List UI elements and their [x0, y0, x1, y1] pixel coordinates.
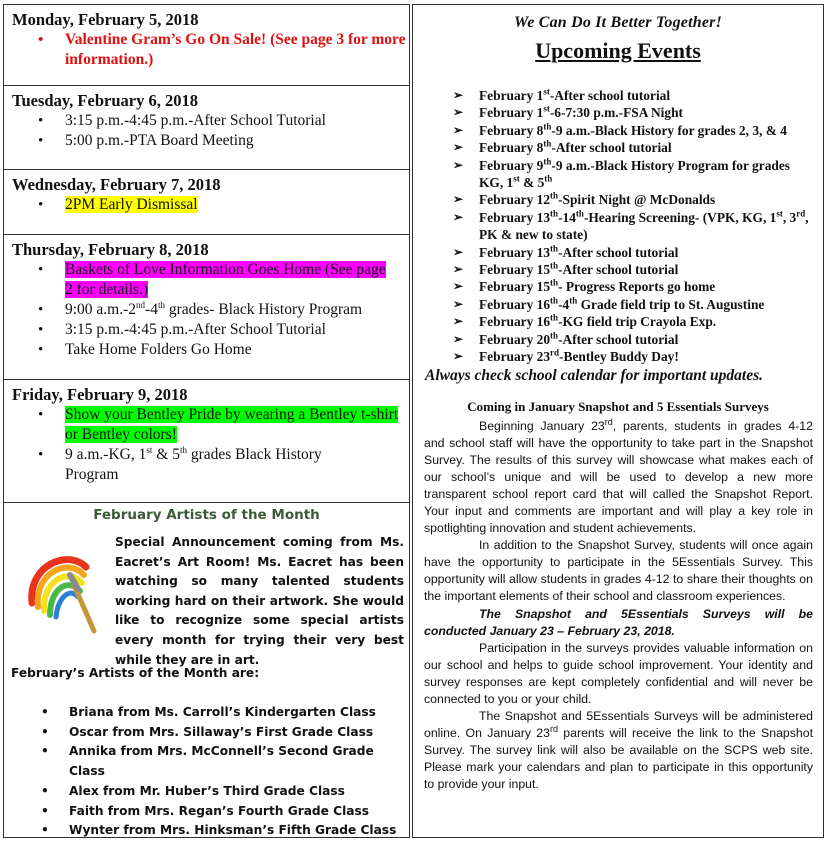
friday-box: [3, 379, 410, 503]
list-item: • 2PM Early Dismissal: [65, 195, 409, 215]
survey-paragraph: Beginning January 23rd, parents, students in grades 4-12 and school staff will have the opportunity to take part in the Snapshot Survey. The results of this survey will showcase what makes each of our school’s unique and will be used to develop a new more transparent school report card that will called the Snapshot Report. Your input and comments are important and will play a key role in spotlighting innovation and student achievements.: [424, 416, 813, 536]
list-item: • Show your Bentley Pride by wearing a Bentley t-shirt or Bentley colors!: [65, 405, 409, 445]
list-item: ➢ February 13th-14th-Hearing Screening- (VPK, KG, 1st, 3rd, PK & new to state): [479, 209, 823, 244]
survey-title: Coming in January Snapshot and 5 Essentials Surveys: [467, 398, 769, 414]
artists-subheading: February’s Artists of the Month are:: [11, 666, 260, 680]
list-item: ➢ February 8th-9 a.m.-Black History for grades 2, 3, & 4: [479, 122, 823, 139]
survey-dates: The Snapshot and 5Essentials Surveys will be conducted January 23 – February 23, 2018.: [424, 606, 813, 638]
tuesday-heading: Tuesday, February 6, 2018: [12, 91, 198, 110]
list-item: ➢ February 16th-KG field trip Crayola Exp.: [479, 313, 823, 330]
list-item: • Alex from Mr. Huber’s Third Grade Class: [69, 782, 409, 802]
artists-title: February Artists of the Month: [93, 507, 320, 523]
survey-paragraph: In addition to the Snapshot Survey, students will once again have the opportunity to participate in the 5Essentials Survey. This opportunity will allow students in grades 4-12 to share their thoughts on the important elements of their school and classroom experiences.: [424, 538, 813, 604]
tuesday-box: [3, 85, 410, 170]
list-item: • Annika from Mrs. McConnell’s Second Grade Class: [69, 742, 409, 781]
list-item: • Briana from Ms. Carroll’s Kindergarten Class: [69, 703, 409, 723]
artists-announcement: Special Announcement coming from Ms. Eacret’s Art Room! Ms. Eacret has been watching so many talented students working hard on their artwork. She would like to recognize some special artists every month for trying their very best while they are in art.: [115, 535, 404, 667]
list-item: • 9:00 a.m.-2nd-4th grades- Black History Program: [65, 300, 409, 320]
monday-list: [12, 30, 409, 70]
upcoming-events-heading: Upcoming Events: [535, 38, 701, 63]
list-item: • Valentine Gram’s Go On Sale! (See page 3 for more information.): [65, 30, 409, 70]
list-item: • Wynter from Mrs. Hinksman’s Fifth Grade Class: [69, 821, 409, 841]
list-item: • 3:15 p.m.-4:45 p.m.-After School Tutorial: [65, 320, 409, 340]
artists-list: [11, 703, 409, 841]
tuesday-list: [12, 111, 409, 151]
list-item: • 3:15 p.m.-4:45 p.m.-After School Tutorial: [65, 111, 409, 131]
calendar-reminder: Always check school calendar for important updates.: [425, 366, 763, 384]
thursday-heading: Thursday, February 8, 2018: [12, 240, 209, 259]
list-item: ➢ February 8th-After school tutorial: [479, 139, 823, 156]
thursday-list: [12, 260, 409, 360]
list-item: • 9 a.m.-KG, 1st & 5th grades Black History Program: [65, 445, 409, 485]
list-item: ➢ February 1st-After school tutorial: [479, 87, 823, 104]
rainbow-paintbrush-icon: [24, 545, 100, 635]
list-item: ➢ February 9th-9 a.m.-Black History Program for grades KG, 1st & 5th: [479, 157, 823, 192]
list-item: • Oscar from Mrs. Sillaway’s First Grade Class: [69, 723, 409, 743]
list-item: ➢ February 13th-After school tutorial: [479, 244, 823, 261]
list-item: • Baskets of Love Information Goes Home (See page 2 for details.): [65, 260, 409, 300]
thursday-box: [3, 234, 410, 380]
slogan: We Can Do It Better Together!: [513, 14, 723, 31]
list-item: • Faith from Mrs. Regan’s Fourth Grade Class: [69, 802, 409, 822]
list-item: ➢ February 1st-6-7:30 p.m.-FSA Night: [479, 104, 823, 121]
list-item: ➢ February 15th-After school tutorial: [479, 261, 823, 278]
list-item: • Take Home Folders Go Home: [65, 340, 409, 360]
monday-box: [3, 4, 410, 86]
monday-heading: Monday, February 5, 2018: [12, 10, 199, 29]
wednesday-list: [12, 195, 409, 215]
list-item: ➢ February 23rd-Bentley Buddy Day!: [479, 348, 823, 365]
events-list: [413, 87, 823, 366]
list-item: ➢ February 15th- Progress Reports go home: [479, 278, 823, 295]
list-item: • 5:00 p.m.-PTA Board Meeting: [65, 131, 409, 151]
survey-paragraph: The Snapshot and 5Essentials Surveys will be administered online. On January 23rd parents will receive the link to the Snapshot Survey. The survey link will also be available on the SCPS web site. Please mark your calendars and plan to participate in this opportunity to provide your input.: [424, 709, 814, 792]
list-item: ➢ February 20th-After school tutorial: [479, 331, 823, 348]
friday-heading: Friday, February 9, 2018: [12, 385, 188, 404]
list-item: ➢ February 16th-4th Grade field trip to St. Augustine: [479, 296, 823, 313]
wednesday-box: [3, 169, 410, 235]
survey-section: [413, 399, 823, 794]
survey-paragraph: Participation in the surveys provides valuable information on our school and helps to guide school improvement. Your identity and survey responses are kept completely confidential and will never be connected to you or your child.: [424, 640, 813, 706]
wednesday-heading: Wednesday, February 7, 2018: [12, 175, 221, 194]
list-item: ➢ February 12th-Spirit Night @ McDonalds: [479, 191, 823, 208]
artists-box: [3, 502, 410, 838]
friday-list: [12, 405, 409, 485]
events-box: [412, 4, 824, 838]
